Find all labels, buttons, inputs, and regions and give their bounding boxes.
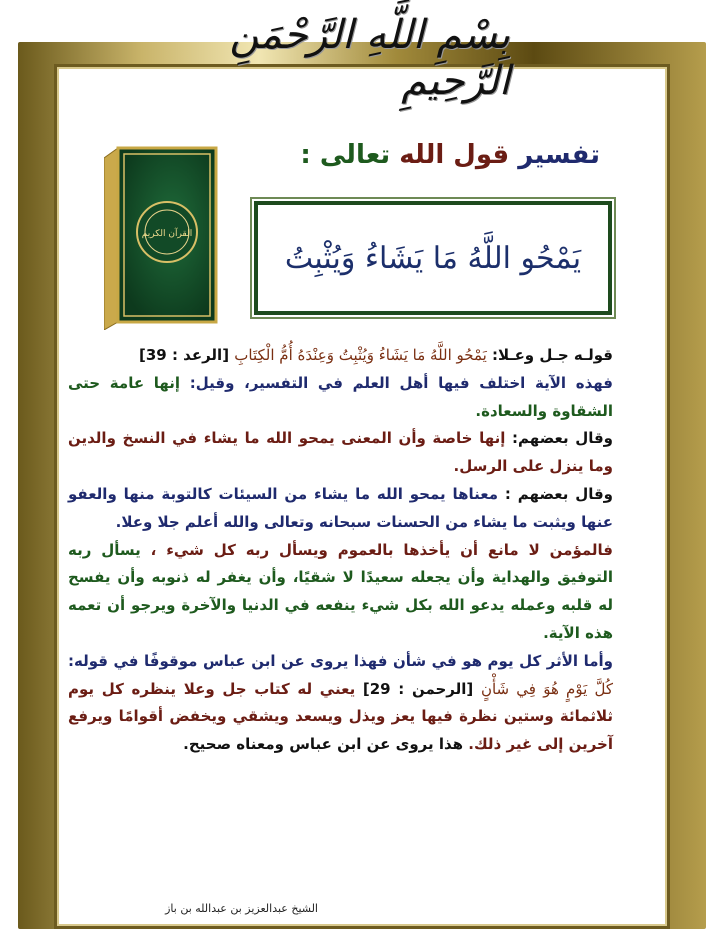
title-part-2: قول الله: [399, 140, 510, 170]
paragraph-1: [68, 342, 613, 370]
p6-b: يعني له كتاب جل وعلا ينظره كل يوم ثلاثمائة وستين نظرة فيها يعز ويذل ويسعد ويشقي ويخفض أقوامًا ويرفع آخرين إلى غير ذلك.: [68, 679, 613, 754]
paragraph-6: [68, 648, 613, 759]
basmala-calligraphy: بِسْمِ اللَّهِ الرَّحْمَنِ الرَّحِيمِ: [229, 12, 510, 104]
paragraph-4: [68, 481, 613, 537]
p1-quran: يَمْحُو اللَّهُ مَا يَشَاءُ وَيُثْبِتُ وَعِنْدَهُ أُمُّ الْكِتَابِ: [234, 346, 487, 364]
p4-a: وقال بعضهم :: [498, 484, 613, 503]
tafsir-body: [68, 342, 613, 897]
verse-box: [254, 201, 612, 315]
paragraph-2: [68, 370, 613, 426]
p2-b: إنها عامة حتى الشقاوة والسعادة.: [68, 373, 613, 420]
title-part-3: تعالى :: [300, 140, 391, 170]
p3-b: إنها خاصة وأن المعنى يمحو الله ما يشاء في النسخ والدين وما ينزل على الرسل.: [68, 429, 613, 476]
verse-text: يَمْحُو اللَّهُ مَا يَشَاءُ وَيُثْبِتُ: [284, 240, 582, 276]
title-part-1: تفسير: [518, 140, 600, 170]
signature: الشيخ عبدالعزيز بن عبدالله بن باز: [165, 902, 318, 915]
p1-ref: [الرعد : 39]: [139, 346, 235, 364]
paragraph-3: [68, 425, 613, 481]
p2-a: فهذه الآية اختلف فيها أهل العلم في التفسير، وقيل:: [180, 373, 613, 392]
p6-ref: [الرحمن : 29]: [355, 679, 481, 698]
p4-b: معناها يمحو الله ما يشاء من السيئات كالتوبة منها والعفو عنها ويثبت ما يشاء من الحسنات سبحانه وتعالى والله أعلم جلا وعلا.: [68, 484, 613, 531]
p6-c: هذا يروى عن ابن عباس ومعناه صحيح.: [183, 735, 469, 754]
p6-a: وأما الأثر كل يوم هو في شأن فهذا يروى عن ابن عباس موقوفًا في قوله:: [68, 651, 613, 670]
p5-a: فالمؤمن لا مانع أن يأخذها بالعموم ويسأل ربه كل شيء ،: [140, 540, 613, 559]
page-title: [250, 140, 600, 190]
quran-book-icon: [104, 140, 219, 330]
p5-b: يسأل ربه التوفيق والهداية وأن يجعله سعيدًا لا شقيًا، وأن يغفر له ذنوبه وأن يفسح له قلبه وعمله يدعو الله بكل شيء ينفعه في الدنيا والآخرة ويرجو أن تعمه هذه الآية.: [68, 540, 613, 642]
p3-a: وقال بعضهم:: [505, 429, 614, 448]
book-cover-label: القرآن الكريم: [141, 229, 193, 239]
p1-lead: قولـه جـل وعـلا:: [486, 346, 613, 364]
p6-quran: كُلَّ يَوْمٍ هُوَ فِي شَأْنٍ: [480, 679, 613, 698]
paragraph-5: [68, 537, 613, 648]
